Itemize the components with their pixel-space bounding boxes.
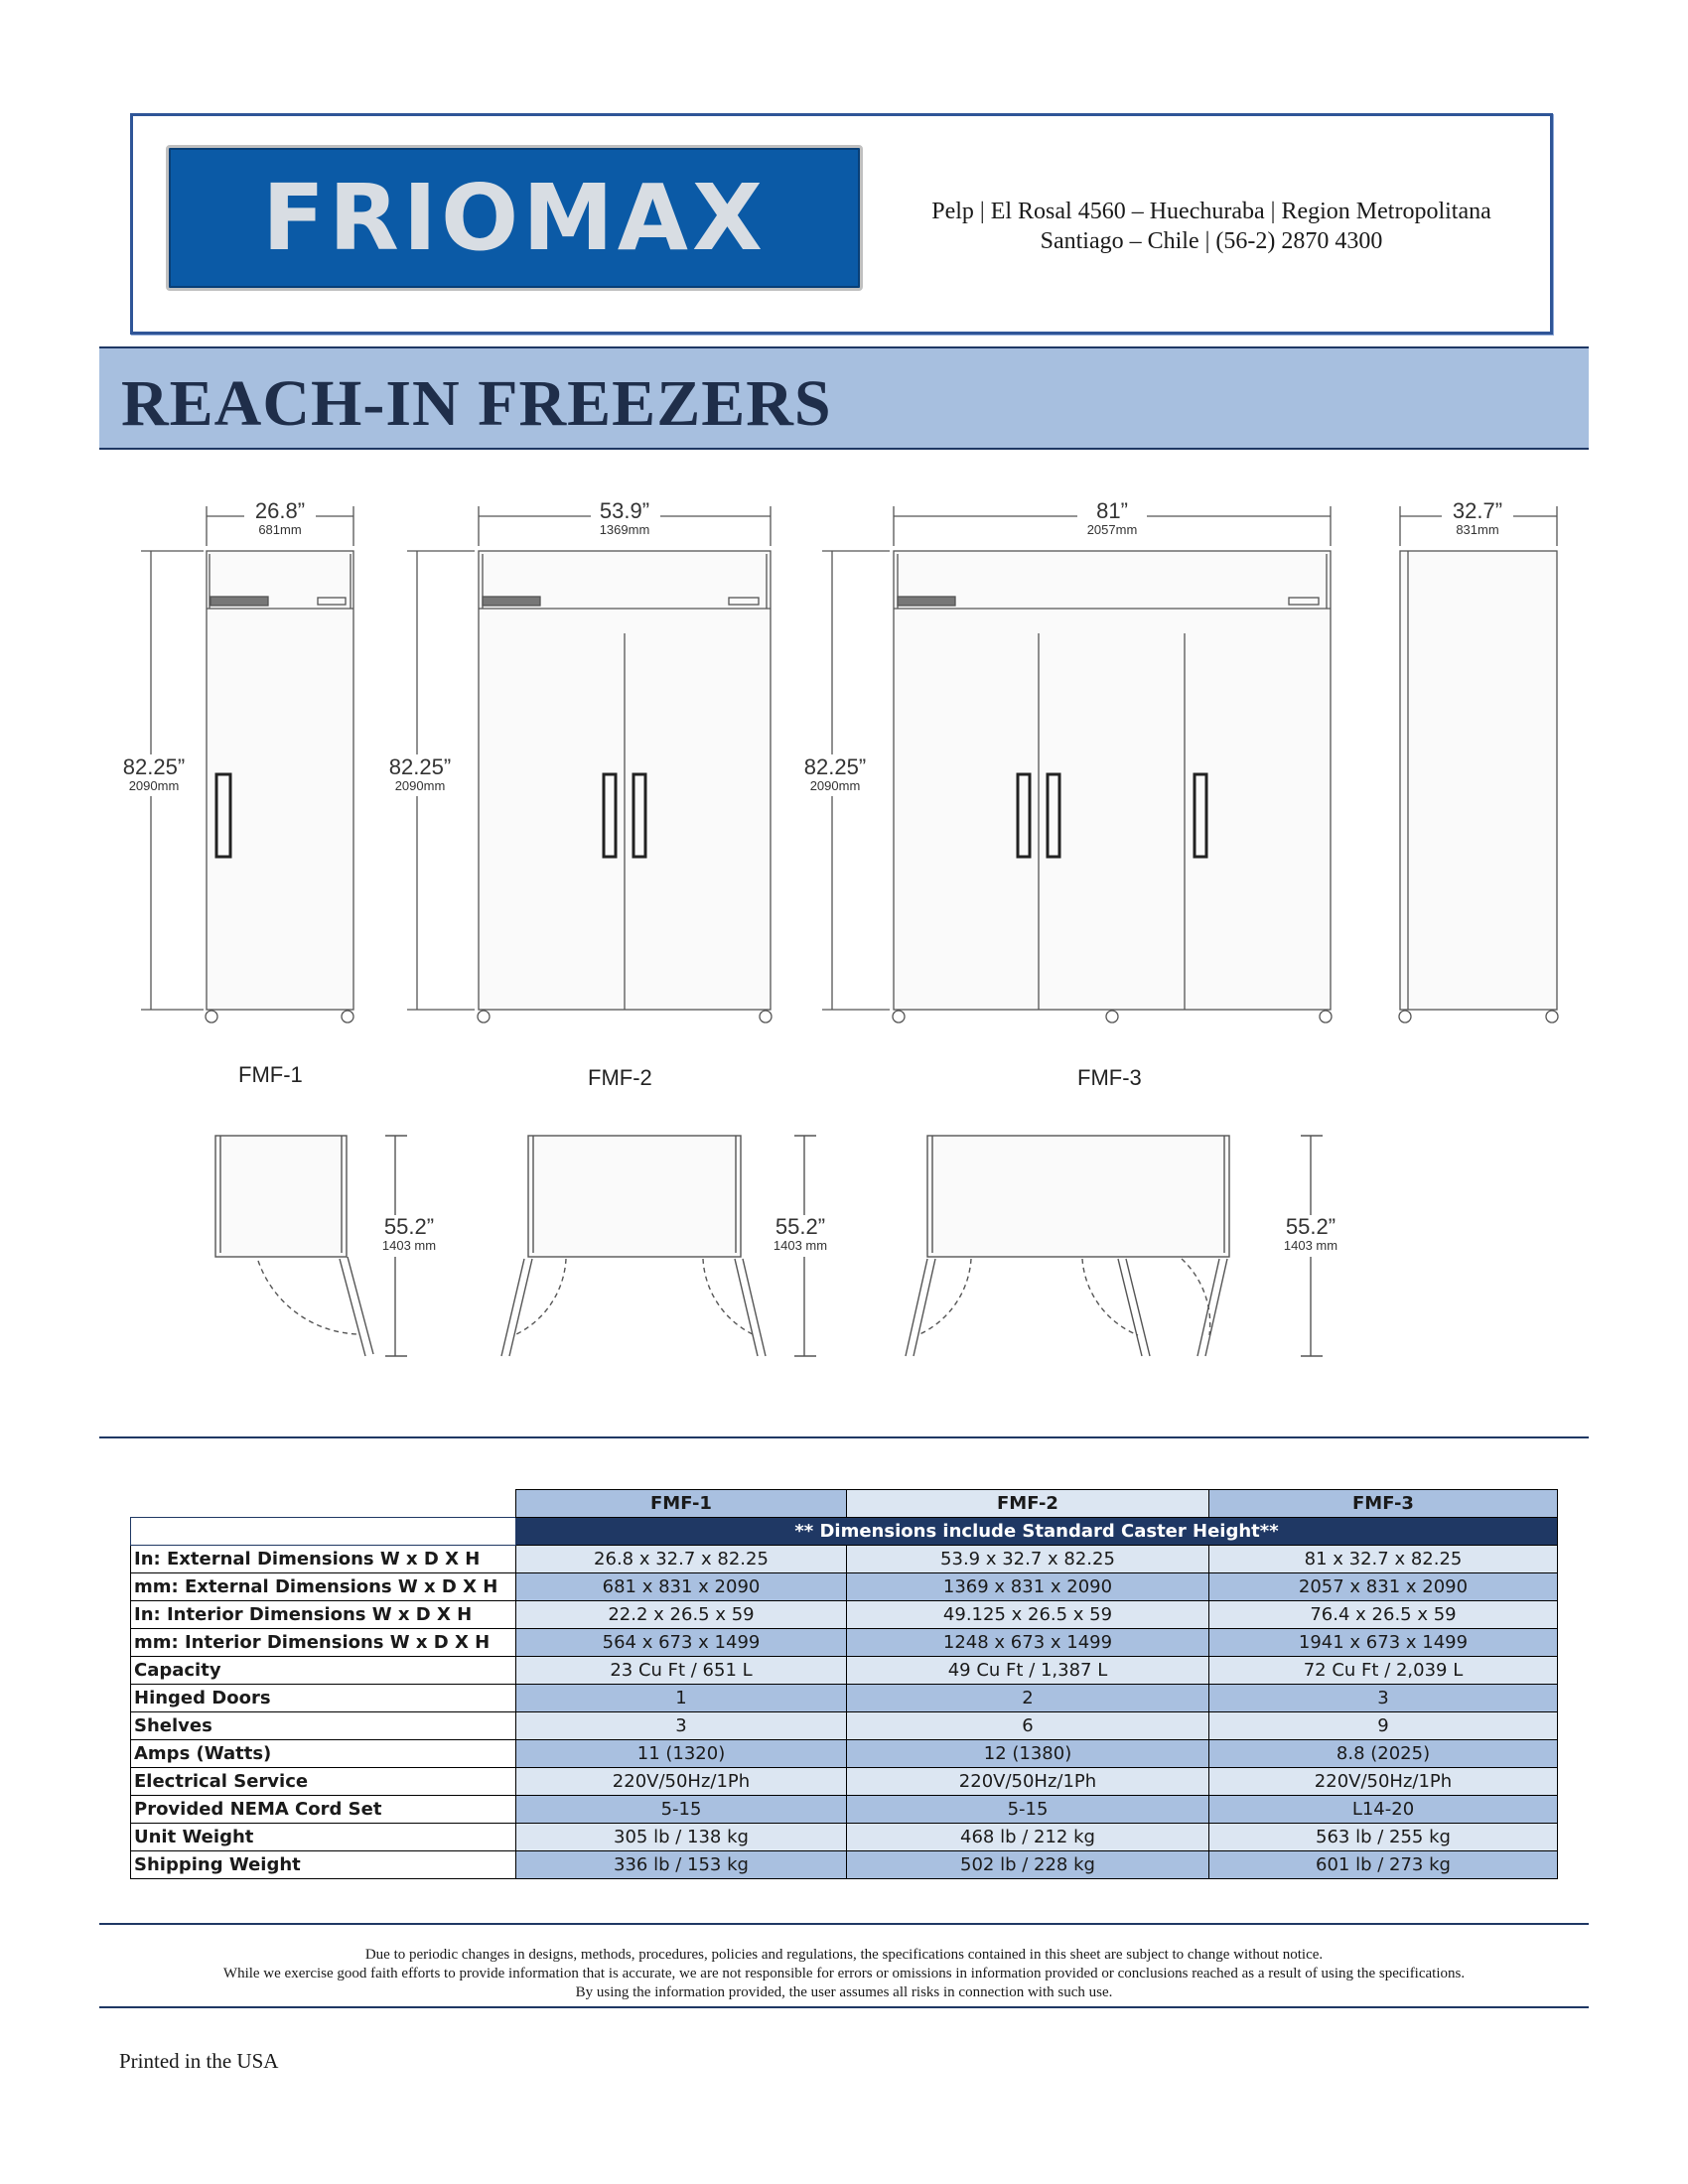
row-label: Amps (Watts)	[131, 1740, 516, 1768]
cell-fmf1: 23 Cu Ft / 651 L	[516, 1657, 847, 1685]
table-row	[131, 1712, 1558, 1740]
fmf1-elevation	[206, 551, 353, 1023]
cell-fmf1: 681 x 831 x 2090	[516, 1573, 847, 1601]
logo-wordmark: FRIOMAX	[262, 165, 767, 271]
fmf3-height-in: 82.25”	[803, 754, 867, 779]
cell-fmf3: 9	[1209, 1712, 1558, 1740]
cell-fmf2: 1248 x 673 x 1499	[847, 1629, 1209, 1657]
company-address	[874, 197, 1549, 256]
dimensions-note: ** Dimensions include Standard Caster Height**	[516, 1518, 1558, 1546]
cell-fmf3: L14-20	[1209, 1796, 1558, 1824]
printed-note: Printed in the USA	[119, 2049, 279, 2073]
row-label: Hinged Doors	[131, 1685, 516, 1712]
header-fmf2: FMF-2	[847, 1490, 1209, 1518]
cell-fmf1: 305 lb / 138 kg	[516, 1824, 847, 1851]
side-depth-in: 32.7”	[1452, 498, 1503, 523]
cell-fmf1: 1	[516, 1685, 847, 1712]
row-label: In: Interior Dimensions W x D X H	[131, 1601, 516, 1629]
cell-fmf2: 468 lb / 212 kg	[847, 1824, 1209, 1851]
fmf3-plan	[906, 1136, 1323, 1356]
fmf2-width-mm: 1369mm	[599, 522, 650, 537]
table-row	[131, 1740, 1558, 1768]
page-title: REACH-IN FREEZERS	[121, 367, 832, 440]
table-row	[131, 1768, 1558, 1796]
row-label: Shipping Weight	[131, 1851, 516, 1879]
cell-fmf3: 2057 x 831 x 2090	[1209, 1573, 1558, 1601]
cell-fmf3: 1941 x 673 x 1499	[1209, 1629, 1558, 1657]
table-row	[131, 1573, 1558, 1601]
cell-fmf2: 2	[847, 1685, 1209, 1712]
specifications-table	[130, 1489, 1558, 1879]
cell-fmf3: 220V/50Hz/1Ph	[1209, 1768, 1558, 1796]
row-label: In: External Dimensions W x D X H	[131, 1546, 516, 1573]
cell-fmf2: 6	[847, 1712, 1209, 1740]
table-row	[131, 1685, 1558, 1712]
fmf2-label: FMF-2	[588, 1065, 652, 1090]
cell-fmf2: 5-15	[847, 1796, 1209, 1824]
cell-fmf2: 220V/50Hz/1Ph	[847, 1768, 1209, 1796]
table-row	[131, 1657, 1558, 1685]
row-label: mm: External Dimensions W x D X H	[131, 1573, 516, 1601]
row-label: Capacity	[131, 1657, 516, 1685]
cell-fmf2: 49 Cu Ft / 1,387 L	[847, 1657, 1209, 1685]
cell-fmf1: 3	[516, 1712, 847, 1740]
table-row	[131, 1601, 1558, 1629]
cell-fmf1: 22.2 x 26.5 x 59	[516, 1601, 847, 1629]
side-depth-mm: 831mm	[1456, 522, 1499, 537]
elevation-drawings	[99, 486, 1589, 1102]
fmf3-label: FMF-3	[1077, 1065, 1142, 1090]
address-line-1: Pelp | El Rosal 4560 – Huechuraba | Region Metropolitana	[931, 199, 1491, 224]
cell-fmf2: 49.125 x 26.5 x 59	[847, 1601, 1209, 1629]
fmf2-height-mm: 2090mm	[394, 778, 446, 793]
disclaimer-line-2: While we exercise good faith efforts to provide information that is accurate, we are not responsible for errors or omissions in information provided or conclusions reached as a result of using the specifications.	[222, 1966, 1466, 1981]
cell-fmf3: 3	[1209, 1685, 1558, 1712]
cell-fmf1: 564 x 673 x 1499	[516, 1629, 847, 1657]
fmf1-label: FMF-1	[238, 1062, 303, 1087]
cell-fmf3: 8.8 (2025)	[1209, 1740, 1558, 1768]
fmf2-elevation	[478, 551, 772, 1023]
address-line-2: Santiago – Chile | (56-2) 2870 4300	[1040, 228, 1383, 254]
cell-fmf3: 601 lb / 273 kg	[1209, 1851, 1558, 1879]
cell-fmf2: 1369 x 831 x 2090	[847, 1573, 1209, 1601]
fmf2-door-swing-in: 55.2”	[774, 1214, 826, 1239]
title-banner	[99, 346, 1589, 450]
fmf3-width-mm: 2057mm	[1086, 522, 1138, 537]
cell-fmf1: 336 lb / 153 kg	[516, 1851, 847, 1879]
cell-fmf3: 72 Cu Ft / 2,039 L	[1209, 1657, 1558, 1685]
fmf1-width-mm: 681mm	[258, 522, 302, 537]
fmf2-height-in: 82.25”	[388, 754, 452, 779]
cell-fmf3: 81 x 32.7 x 82.25	[1209, 1546, 1558, 1573]
header-fmf3: FMF-3	[1209, 1490, 1558, 1518]
table-note-row	[131, 1518, 1558, 1546]
row-label: Electrical Service	[131, 1768, 516, 1796]
fmf2-door-swing-mm: 1403 mm	[773, 1238, 828, 1253]
fmf1-plan	[215, 1136, 407, 1356]
fmf3-door-swing-in: 55.2”	[1285, 1214, 1336, 1239]
table-row	[131, 1629, 1558, 1657]
divider-bottom	[99, 2006, 1589, 2008]
table-header-row	[131, 1490, 1558, 1518]
divider-middle	[99, 1923, 1589, 1925]
divider-top	[99, 1436, 1589, 1438]
table-row	[131, 1851, 1558, 1879]
disclaimer-line-1: Due to periodic changes in designs, methods, procedures, policies and regulations, the specifications contained in this sheet are subject to change without notice.	[364, 1947, 1324, 1963]
fmf1-width-in: 26.8”	[254, 498, 306, 523]
fmf1-height-mm: 2090mm	[128, 778, 180, 793]
cell-fmf1: 26.8 x 32.7 x 82.25	[516, 1546, 847, 1573]
fmf3-height-mm: 2090mm	[809, 778, 861, 793]
disclaimer-line-3: By using the information provided, the user assumes all risks in connection with such use.	[575, 1984, 1113, 2000]
table-row	[131, 1546, 1558, 1573]
fmf1-height-in: 82.25”	[122, 754, 186, 779]
table-row	[131, 1824, 1558, 1851]
side-elevation	[1399, 551, 1558, 1023]
cell-fmf3: 76.4 x 26.5 x 59	[1209, 1601, 1558, 1629]
row-label: Provided NEMA Cord Set	[131, 1796, 516, 1824]
disclaimer	[99, 1946, 1589, 2002]
cell-fmf1: 5-15	[516, 1796, 847, 1824]
friomax-logo	[166, 145, 863, 291]
fmf2-width-in: 53.9”	[599, 498, 650, 523]
cell-fmf2: 12 (1380)	[847, 1740, 1209, 1768]
cell-fmf1: 11 (1320)	[516, 1740, 847, 1768]
fmf1-door-swing-mm: 1403 mm	[381, 1238, 437, 1253]
cell-fmf3: 563 lb / 255 kg	[1209, 1824, 1558, 1851]
header-fmf1: FMF-1	[516, 1490, 847, 1518]
row-label: mm: Interior Dimensions W x D X H	[131, 1629, 516, 1657]
cell-fmf1: 220V/50Hz/1Ph	[516, 1768, 847, 1796]
fmf3-elevation	[893, 551, 1332, 1023]
row-label: Unit Weight	[131, 1824, 516, 1851]
fmf3-width-in: 81”	[1096, 498, 1128, 523]
cell-fmf2: 53.9 x 32.7 x 82.25	[847, 1546, 1209, 1573]
fmf1-door-swing-in: 55.2”	[383, 1214, 435, 1239]
fmf2-plan	[501, 1136, 816, 1356]
table-row	[131, 1796, 1558, 1824]
fmf3-door-swing-mm: 1403 mm	[1283, 1238, 1338, 1253]
cell-fmf2: 502 lb / 228 kg	[847, 1851, 1209, 1879]
row-label: Shelves	[131, 1712, 516, 1740]
plan-view-drawings	[99, 1122, 1589, 1370]
